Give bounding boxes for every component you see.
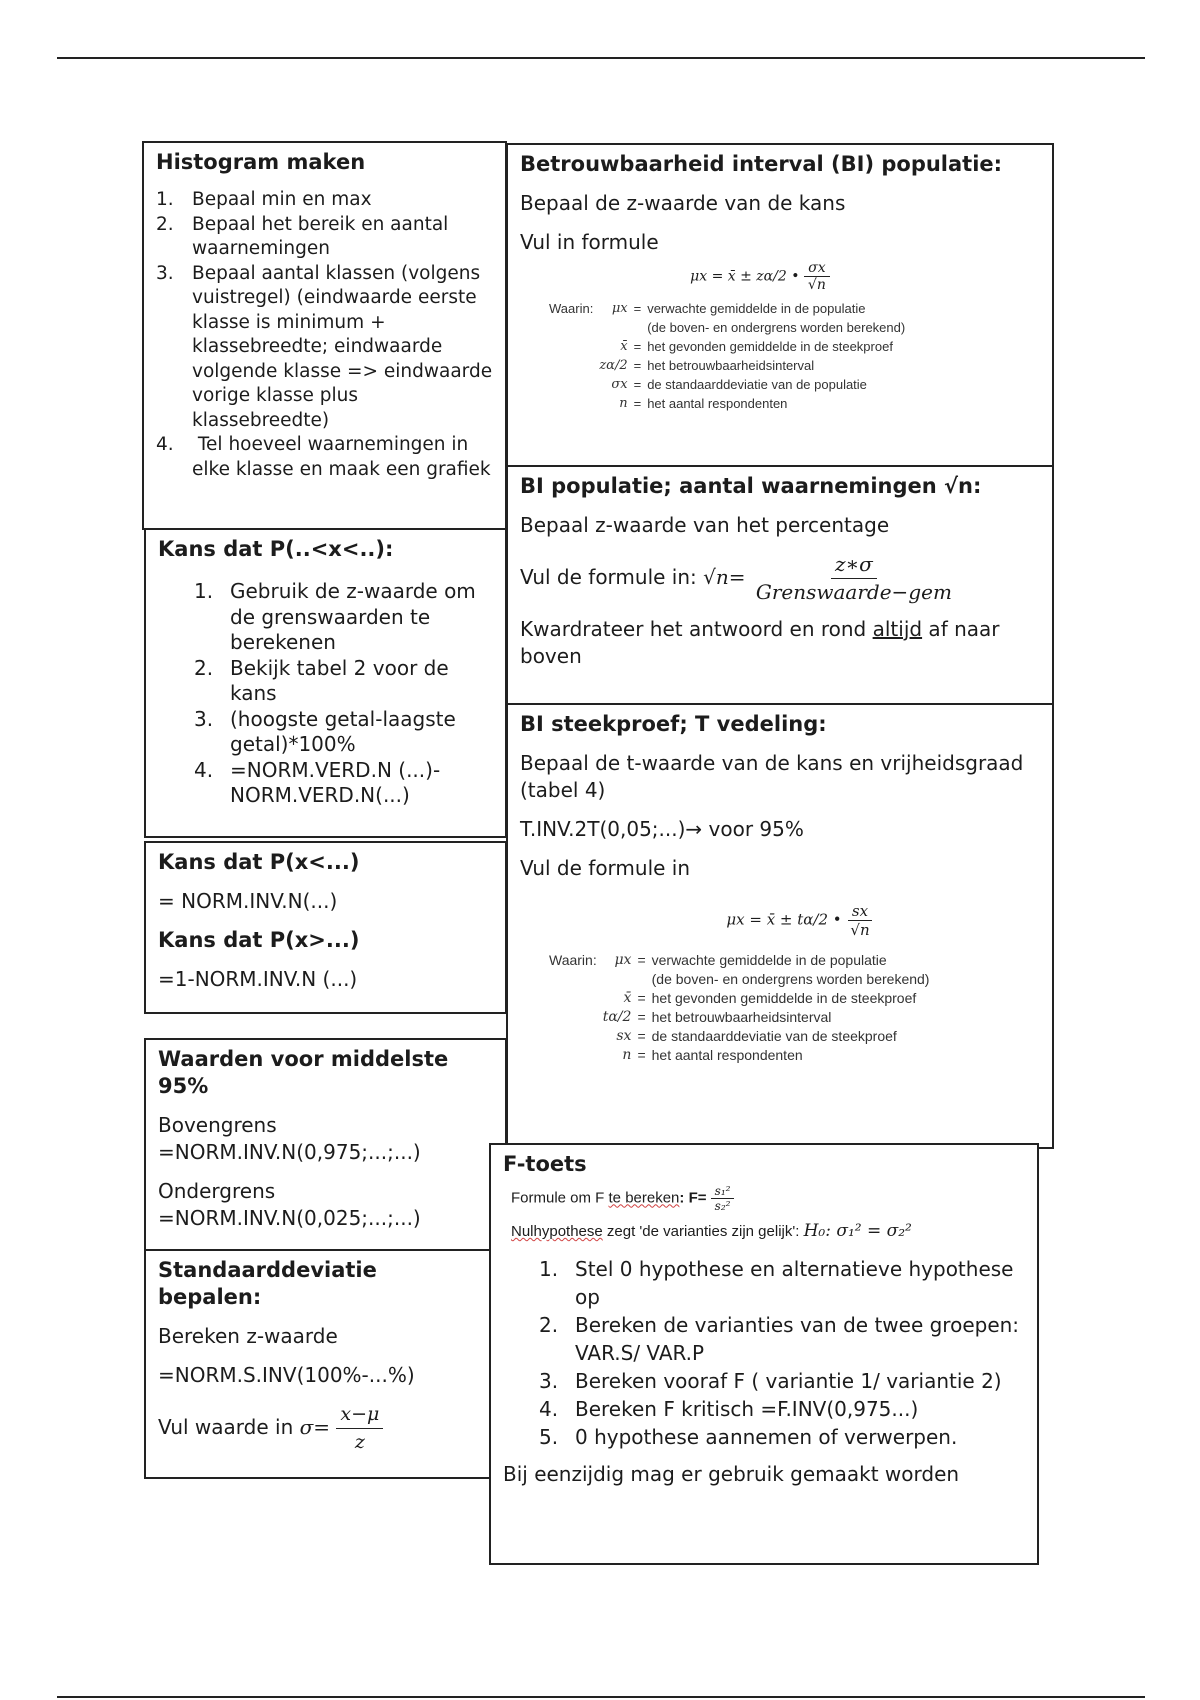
bi-n-formula: Vul de formule in: √n= $\frac{z∗\sigma}{\text{Grenswaarde−gem}}$ bbox=[520, 552, 952, 604]
bottom-rule bbox=[57, 1696, 1145, 1698]
stdev-line2: =NORM.S.INV(100%-...%) bbox=[158, 1363, 415, 1387]
bi-n-box bbox=[506, 465, 1054, 705]
ftoets-formula-line: Formule om F te bereken: F= $\frac{\text{s₁²}}{\text{s₂²}}$ bbox=[503, 1184, 1025, 1213]
list-item: 1. Stel 0 hypothese en alternatieve hypothese op bbox=[539, 1257, 1014, 1309]
stdev-title: Standaarddeviatie bepalen: bbox=[158, 1258, 377, 1309]
kans-between-title: Kans dat P(..<x<..): bbox=[158, 537, 394, 561]
bi-population-box bbox=[506, 143, 1054, 467]
list-item: 1. Bepaal min en max bbox=[156, 189, 372, 210]
list-item: 2. Bekijk tabel 2 voor de kans bbox=[194, 655, 449, 705]
ftoets-title: F-toets bbox=[503, 1152, 587, 1176]
bi-population-formula: μx = x̄ ± zα/2 • $\frac{\sigma x}{√n}$ bbox=[480, 260, 1040, 293]
ftoets-footer: Bij eenzijdig mag er gebruik gemaakt worden bbox=[503, 1462, 960, 1486]
bi-t-formula: μx = x̄ ± tα/2 • $\frac{sx}{√n}$ bbox=[560, 902, 1040, 939]
list-item: 3. (hoogste getal-laagste getal)*100% bbox=[194, 706, 456, 756]
histogram-list bbox=[156, 188, 493, 482]
bi-population-title: Betrouwbaarheid interval (BI) populatie: bbox=[520, 152, 1003, 176]
kans-between-box bbox=[144, 528, 507, 838]
kans-greater-title: Kans dat P(x>...) bbox=[158, 928, 360, 952]
stdev-line1: Bereken z-waarde bbox=[158, 1324, 338, 1348]
list-item: 3. Bereken vooraf F ( variantie 1/ variantie 2) bbox=[539, 1369, 1002, 1393]
histogram-box bbox=[142, 141, 507, 530]
stdev-formula: Vul waarde in σ= $\frac{x-\mu}{z}$ bbox=[158, 1401, 477, 1456]
bi-t-line1: Bepaal de t-waarde van de kans en vrijheidsgraad (tabel 4) bbox=[520, 751, 1024, 802]
list-item: 1. Gebruik de z-waarde om de grenswaarden te berekenen bbox=[194, 579, 476, 654]
bi-t-line2: T.INV.2T(0,05;...)→ voor 95% bbox=[520, 817, 804, 841]
histogram-title: Histogram maken bbox=[156, 150, 366, 174]
list-item: 3. Bepaal aantal klassen (volgens vuistregel) (eindwaarde eerste klasse is minimum + klassebreedte; eindwaarde volgende klasse => eindwaarde vorige klasse plus klassebreedte) bbox=[156, 262, 493, 431]
ftoets-null-line: Nulhypothese zegt 'de varianties zijn gelijk': H₀: σ₁² = σ₂² bbox=[511, 1221, 912, 1241]
list-item: 4. Tel hoeveel waarnemingen in elke klasse en maak een grafiek bbox=[156, 434, 491, 480]
ftoets-box bbox=[489, 1143, 1039, 1565]
list-item: 4. Bereken F kritisch =F.INV(0,975...) bbox=[539, 1397, 919, 1421]
list-item: 4. =NORM.VERD.N (...)-NORM.VERD.N(...) bbox=[194, 757, 441, 807]
kans-less-line1: = NORM.INV.N(...) bbox=[158, 889, 338, 913]
list-item: 5. 0 hypothese aannemen of verwerpen. bbox=[539, 1425, 958, 1449]
middelste-bovengrens: Bovengrens =NORM.INV.N(0,975;...;...) bbox=[158, 1113, 421, 1164]
bi-t-line3: Vul de formule in bbox=[520, 856, 691, 880]
stdev-box bbox=[144, 1249, 491, 1479]
kans-less-box bbox=[144, 841, 507, 1014]
list-item: 2. Bepaal het bereik en aantal waarnemingen bbox=[156, 213, 449, 259]
bi-population-line1: Bepaal de z-waarde van de kans bbox=[520, 191, 846, 215]
middelste-title: Waarden voor middelste 95% bbox=[158, 1047, 449, 1098]
kans-less-title: Kans dat P(x<...) bbox=[158, 850, 360, 874]
bi-t-title: BI steekproef; T vedeling: bbox=[520, 712, 827, 736]
bi-n-line1: Bepaal z-waarde van het percentage bbox=[520, 513, 890, 537]
bi-n-line3: Kwardrateer het antwoord en rond altijd af naar boven bbox=[520, 617, 1000, 668]
ftoets-list bbox=[539, 1255, 1025, 1451]
middelste-ondergrens: Ondergrens =NORM.INV.N(0,025;...;...) bbox=[158, 1179, 421, 1230]
top-rule bbox=[57, 57, 1145, 59]
middelste-box bbox=[144, 1038, 507, 1252]
bi-n-title: BI populatie; aantal waarnemingen √n: bbox=[520, 474, 982, 498]
kans-between-list bbox=[194, 579, 493, 809]
kans-greater-line2: =1-NORM.INV.N (...) bbox=[158, 967, 358, 991]
bi-population-line2: Vul in formule bbox=[520, 230, 659, 254]
bi-t-legend: Waarin: μx = verwachte gemiddelde in de populatie (de boven- en ondergrens worden berekend) x̄ = het gevonden gemiddelde in de steekproef tα/2 = het betrouwbaarheidsinterval sx = de standaarddeviatie van de steekproef n = het aantal respondenten bbox=[549, 952, 930, 1063]
bi-t-box bbox=[506, 703, 1054, 1149]
list-item: 2. Bereken de varianties van de twee groepen: VAR.S/ VAR.P bbox=[539, 1313, 1020, 1365]
bi-population-legend: Waarin: μx = verwachte gemiddelde in de populatie (de boven- en ondergrens worden berekend) x̄ = het gevonden gemiddelde in de steekproef zα/2 = het betrouwbaarheidsinterval σx = de standaarddeviatie van de populatie n = het aantal respondenten bbox=[549, 301, 906, 411]
